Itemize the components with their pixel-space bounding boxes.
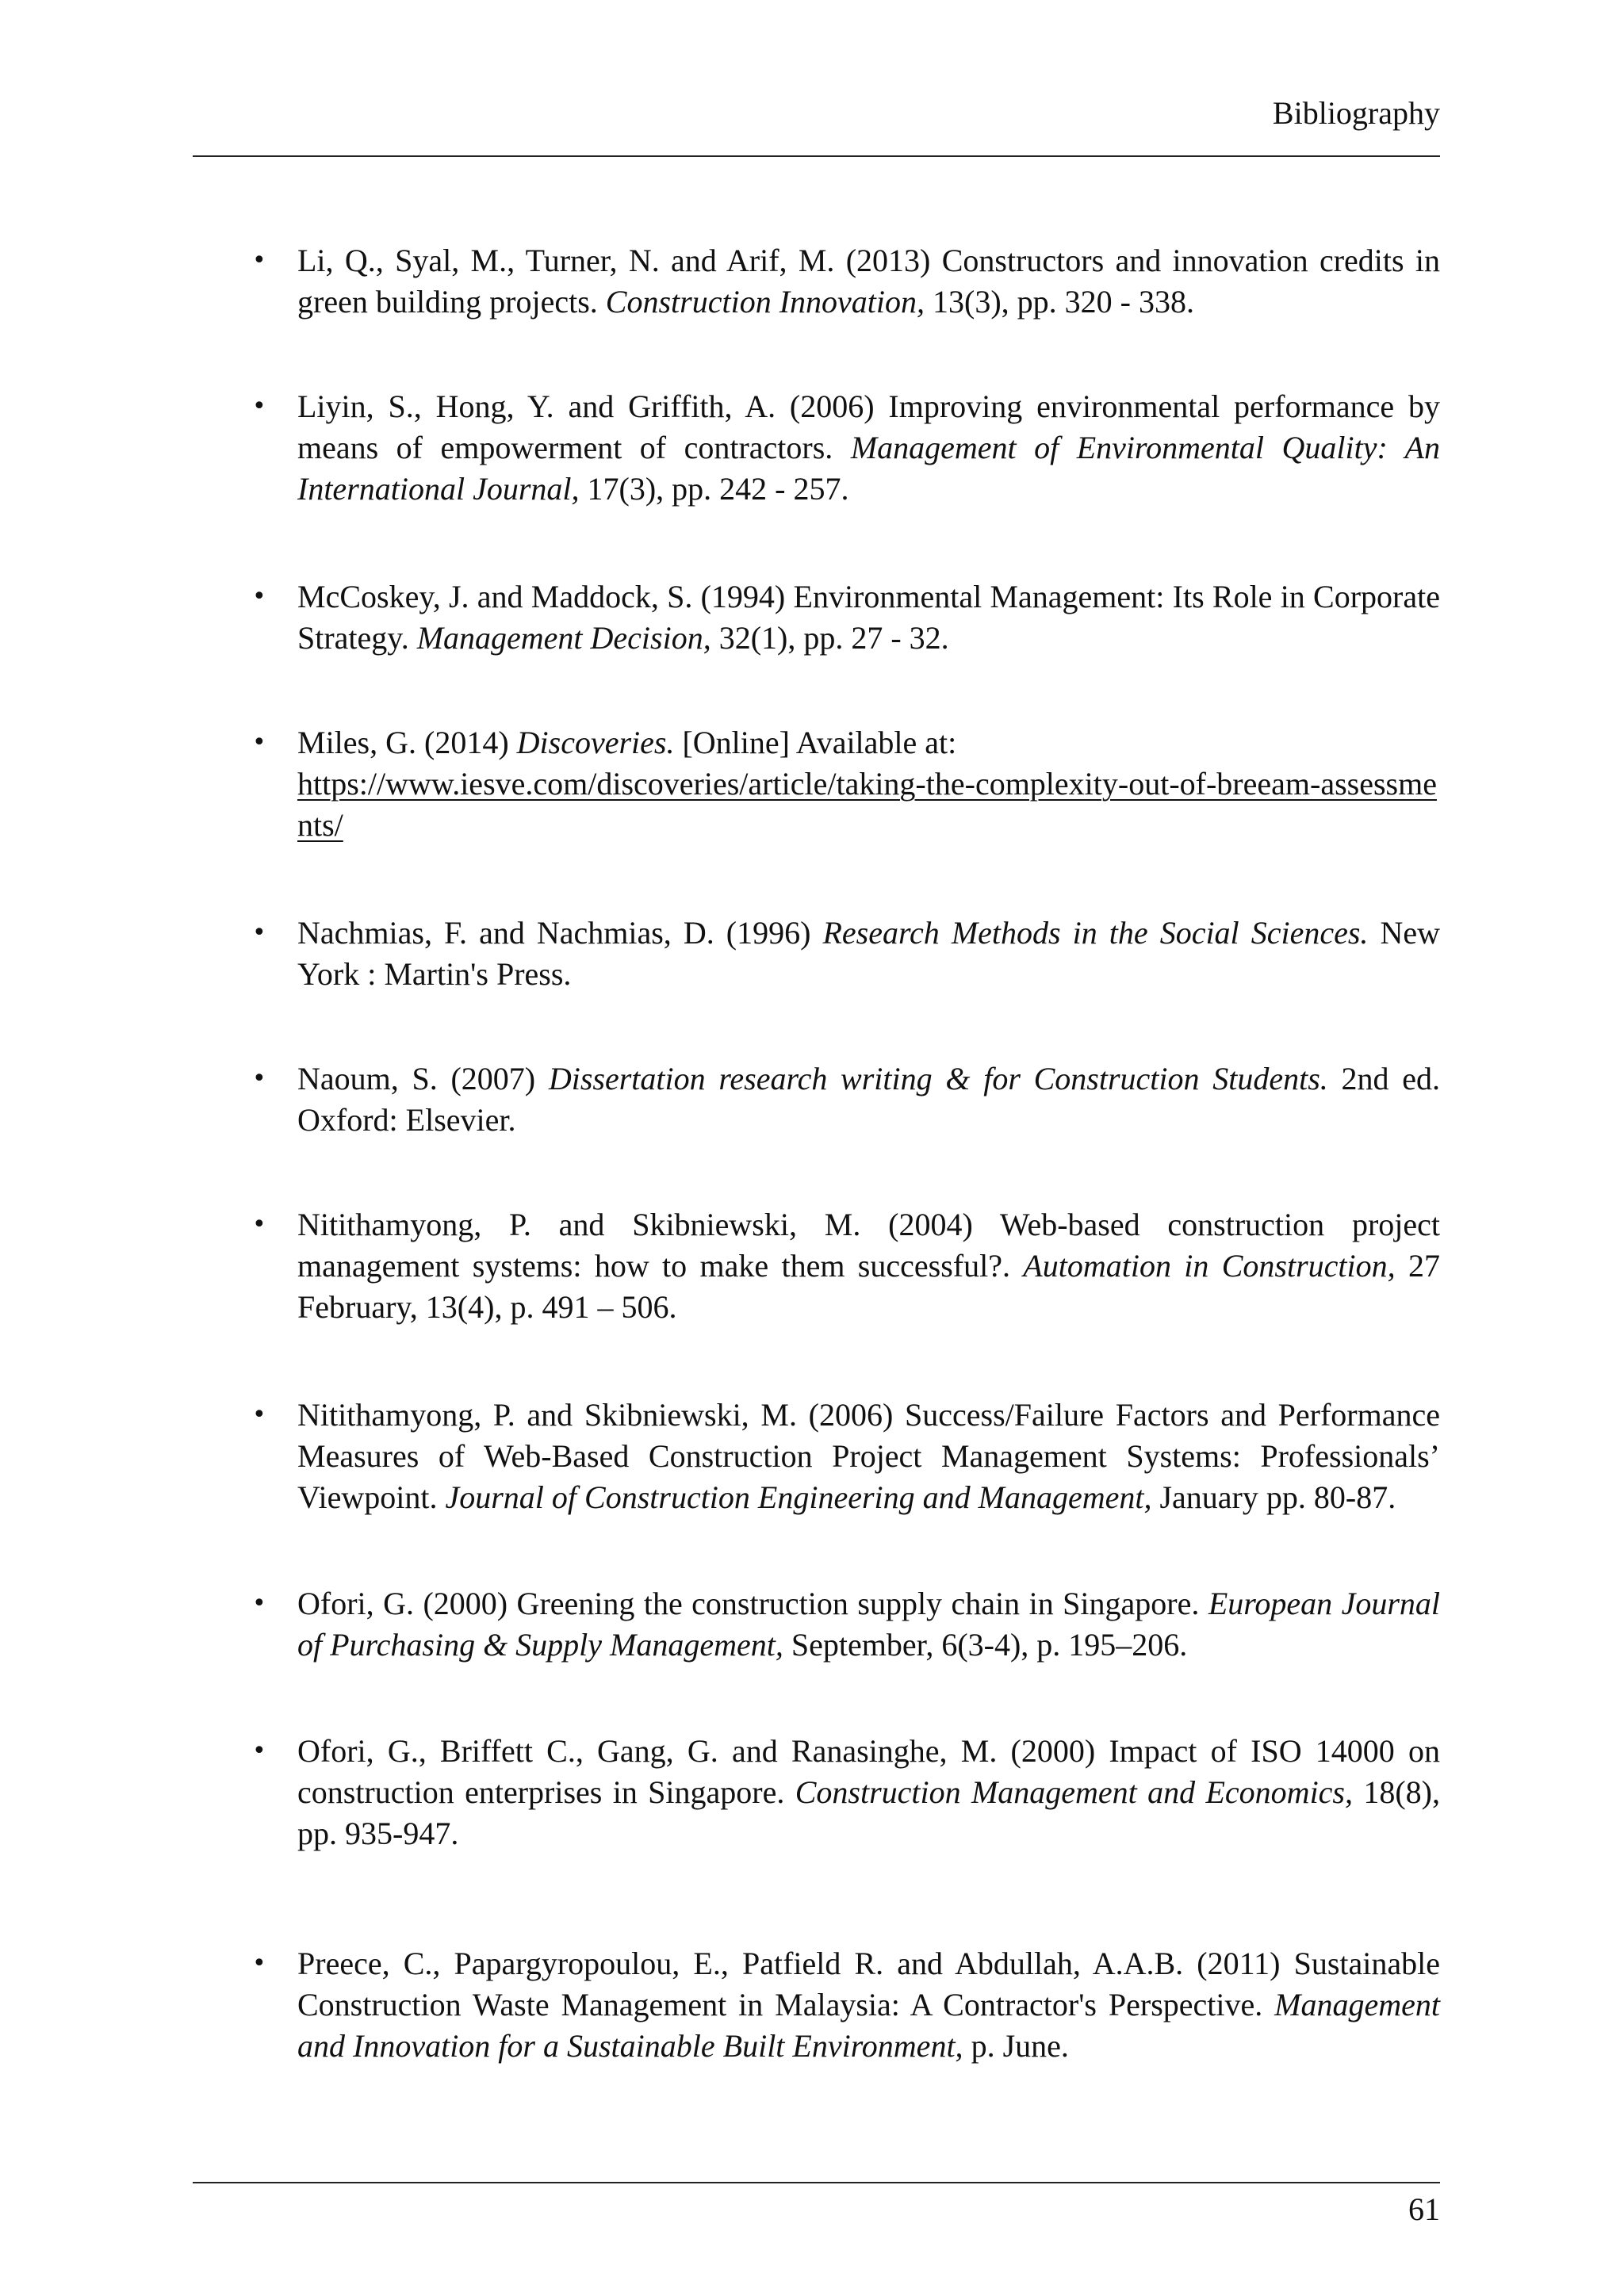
reference-item: [252, 1058, 1440, 1141]
reference-details: September, 6(3-4), p. 195–206.: [783, 1627, 1188, 1663]
reference-details: 32(1), pp. 27 - 32.: [710, 620, 949, 656]
bullet-icon: •: [252, 729, 266, 756]
reference-item: [252, 576, 1440, 659]
reference-text: Nitithamyong, P. and Skibniewski, M. (2004) Web-based construction project management systems: how to make them successful?.: [297, 1207, 1440, 1284]
reference-text: Li, Q., Syal, M., Turner, N. and Arif, M. (2013) Constructors and innovation credits in green building projects.: [297, 243, 1440, 320]
footer-rule: [193, 2182, 1440, 2183]
header-rule: [193, 155, 1440, 157]
reference-details: New York : Martin's Press.: [297, 915, 1440, 992]
reference-item: [252, 722, 1440, 846]
bullet-icon: •: [252, 1737, 266, 1765]
reference-details: January pp. 80-87.: [1151, 1479, 1396, 1515]
bullet-icon: •: [252, 392, 266, 420]
bullet-icon: •: [252, 247, 266, 274]
reference-source: Automation in Construction,: [1023, 1248, 1396, 1284]
reference-details: p. June.: [963, 2028, 1069, 2064]
bullet-icon: •: [252, 1590, 266, 1617]
reference-source: Discoveries.: [516, 725, 675, 760]
reference-item: [252, 1204, 1441, 1328]
reference-source: Management and Innovation for a Sustainable Built Environment,: [297, 1987, 1440, 2064]
reference-source: Research Methods in the Social Sciences.: [822, 915, 1369, 951]
running-header: Bibliography: [1272, 95, 1440, 131]
reference-text: McCoskey, J. and Maddock, S. (1994) Environmental Management: Its Role in Corporate Strategy.: [297, 579, 1440, 656]
reference-text: Nachmias, F. and Nachmias, D. (1996): [297, 915, 823, 951]
bullet-icon: •: [252, 1211, 266, 1238]
reference-text: Ofori, G., Briffett C., Gang, G. and Ranasinghe, M. (2000) Impact of ISO 14000 on construction enterprises in Singapore.: [297, 1733, 1440, 1810]
page-number: 61: [1408, 2191, 1440, 2227]
reference-text: Miles, G. (2014): [297, 725, 517, 760]
reference-details: 18(8), pp. 935-947.: [297, 1774, 1440, 1851]
reference-text: Liyin, S., Hong, Y. and Griffith, A. (2006) Improving environmental performance by means of empowerment of contractors.: [297, 388, 1440, 465]
reference-item: [252, 1395, 1440, 1518]
reference-details: 2nd ed. Oxford: Elsevier.: [297, 1061, 1440, 1138]
reference-source: Management of Environmental Quality: An International Journal,: [297, 430, 1440, 507]
reference-text: Naoum, S. (2007): [297, 1061, 549, 1096]
reference-item: [252, 1731, 1440, 1854]
reference-details: [Online] Available at:: [674, 725, 957, 760]
reference-item: [252, 386, 1440, 510]
bullet-icon: •: [252, 1401, 266, 1429]
bullet-icon: •: [252, 583, 266, 610]
reference-source: Construction Management and Economics,: [795, 1774, 1353, 1810]
reference-details: 17(3), pp. 242 - 257.: [579, 471, 849, 507]
reference-text: Preece, C., Papargyropoulou, E., Patfield R. and Abdullah, A.A.B. (2011) Sustainable Construction Waste Management in Malaysia: A Contractor's Perspective.: [297, 1946, 1440, 2022]
reference-item: [252, 913, 1440, 995]
reference-details: 13(3), pp. 320 - 338.: [925, 284, 1194, 320]
bullet-icon: •: [252, 1065, 266, 1093]
reference-item: [252, 240, 1440, 323]
reference-text: Ofori, G. (2000) Greening the construction supply chain in Singapore.: [297, 1586, 1208, 1621]
reference-url-link[interactable]: https://www.iesve.com/discoveries/article/taking-the-complexity-out-of-breeam-assessments/: [297, 766, 1437, 843]
reference-item: [252, 1943, 1440, 2067]
bullet-icon: •: [252, 919, 266, 947]
reference-text: Nitithamyong, P. and Skibniewski, M. (2006) Success/Failure Factors and Performance Measures of Web-Based Construction Project Management Systems: Professionals’ Viewpoint.: [297, 1397, 1440, 1515]
reference-source: Dissertation research writing & for Construction Students.: [548, 1061, 1328, 1096]
reference-source: European Journal of Purchasing & Supply Management,: [297, 1586, 1441, 1663]
bullet-icon: •: [252, 1950, 266, 1977]
reference-details: 27 February, 13(4), p. 491 – 506.: [297, 1248, 1441, 1325]
reference-item: [252, 1583, 1441, 1666]
reference-source: Construction Innovation,: [605, 284, 925, 320]
reference-source: Management Decision,: [416, 620, 711, 656]
reference-source: Journal of Construction Engineering and Management,: [445, 1479, 1152, 1515]
